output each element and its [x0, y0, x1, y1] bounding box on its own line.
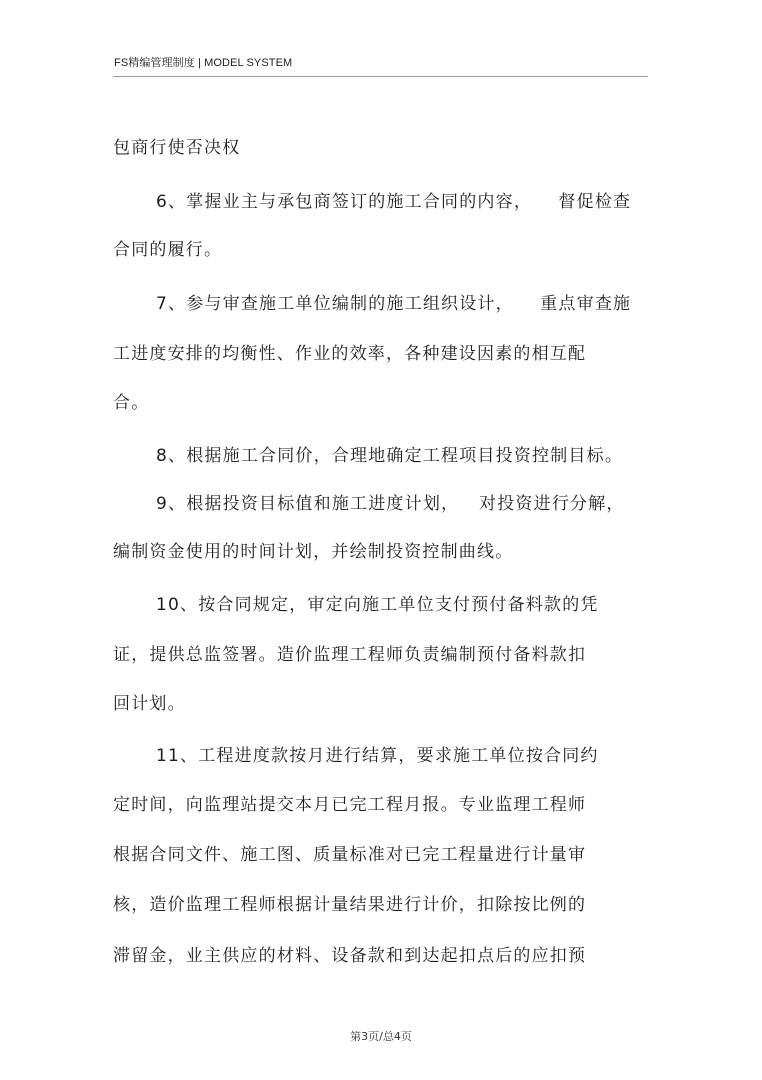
list-item-10: 10、按合同规定，审定向施工单位支付预付备料款的凭 [156, 595, 599, 615]
body-line: 定时间，向监理站提交本月已完工程月报。专业监理工程师 [113, 795, 587, 815]
list-item-6: 6、掌握业主与承包商签订的施工合同的内容， 督促检查 [156, 192, 632, 212]
list-item-9: 9、根据投资目标值和施工进度计划， 对投资进行分解， [156, 494, 625, 514]
body-line: 根据合同文件、施工图、质量标准对已完工程量进行计量审 [113, 845, 587, 865]
body-line: 工进度安排的均衡性、作业的效率，各种建设因素的相互配 [113, 344, 587, 364]
body-line: 滞留金，业主供应的材料、设备款和到达起扣点后的应扣预 [113, 946, 587, 966]
body-line: 合。 [113, 393, 150, 413]
page-number: 第3页/总4页 [350, 1030, 412, 1043]
page-header: FS精编管理制度 | MODEL SYSTEM [114, 57, 293, 69]
body-line: 编制资金使用的时间计划，并绘制投资控制曲线。 [113, 542, 514, 562]
body-line: 证，提供总监签署。造价监理工程师负责编制预付备料款扣 [113, 645, 587, 665]
header-divider [113, 76, 648, 77]
list-item-7: 7、参与审查施工单位编制的施工组织设计， 重点审查施 [156, 294, 632, 314]
body-line: 回计划。 [113, 694, 186, 714]
list-item-8: 8、根据施工合同价，合理地确定工程项目投资控制目标。 [156, 446, 624, 466]
body-line: 核，造价监理工程师根据计量结果进行计价，扣除按比例的 [113, 895, 587, 915]
body-line: 合同的履行。 [113, 240, 223, 260]
body-line: 包商行使否决权 [113, 138, 241, 158]
list-item-11: 11、工程进度款按月进行结算，要求施工单位按合同约 [156, 746, 599, 766]
